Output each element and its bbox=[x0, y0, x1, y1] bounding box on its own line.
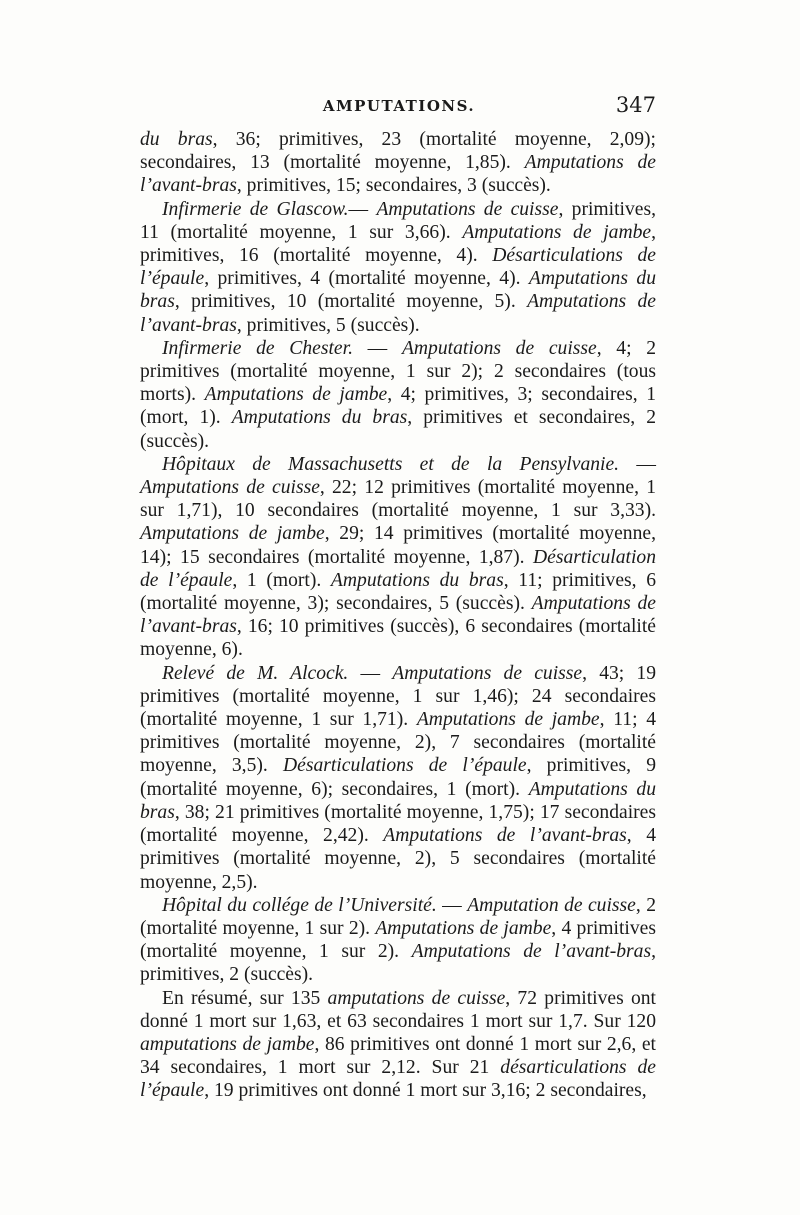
italic-text: Amputations de jambe bbox=[204, 384, 388, 406]
italic-text: Amputations de l’avant-bras bbox=[140, 152, 657, 197]
paragraph bbox=[140, 662, 656, 894]
italic-text: Amputations du bras bbox=[140, 778, 656, 823]
italic-text: Amputations du bras bbox=[140, 268, 656, 313]
text-run: , 86 primitives ont donné 1 mort sur 2,6, et 34 secondaires, 1 mort sur 2,12. Sur 21 bbox=[140, 1033, 656, 1079]
italic-text: Infirmerie de Chester. bbox=[162, 337, 353, 359]
paragraph bbox=[140, 987, 656, 1103]
text-run: , 11; primitives, 6 (mortalité moyenne, 3); secondaires, 5 (succès). bbox=[140, 569, 656, 615]
text-run: — bbox=[352, 337, 402, 359]
italic-text: Amputations de jambe bbox=[462, 221, 652, 243]
italic-text: Amputations de cuisse bbox=[140, 477, 320, 499]
text-run: , primitives, 10 (mortalité moyenne, 5). bbox=[174, 291, 528, 313]
text-run: — bbox=[348, 198, 377, 220]
text-run: , primitives et secondaires, 2 (succès). bbox=[140, 407, 656, 452]
italic-text: Amputations de cuisse bbox=[401, 337, 597, 359]
paragraph bbox=[140, 198, 656, 337]
italic-text: amputations de cuisse bbox=[327, 987, 506, 1009]
italic-text: Désarticulations de l’épaule bbox=[282, 755, 527, 777]
paragraph bbox=[140, 894, 656, 987]
italic-text: Désarticulation de l’épaule bbox=[140, 546, 656, 591]
text-run: En résumé, sur 135 bbox=[162, 987, 328, 1009]
italic-text: Amputations de l’avant-bras bbox=[140, 291, 656, 336]
page-header bbox=[140, 93, 658, 127]
text-run: , 4 primitives (mortalité moyenne, 2), 5 secondaires (mortalité moyenne, 2,5). bbox=[140, 825, 657, 893]
text-run: , 22; 12 primitives (mortalité moyenne, 1 sur 1,71), 10 secondaires (mortalité moyenne, 1 sur 3,33). bbox=[140, 477, 656, 522]
italic-text: Désarticulations de l’épaule bbox=[140, 245, 657, 290]
italic-text: Amputations de jambe bbox=[416, 709, 600, 731]
italic-text: Amputations de l’avant-bras bbox=[383, 825, 627, 847]
text-run: , primitives, 4 (mortalité moyenne, 4). bbox=[204, 268, 529, 290]
italic-text: Amputations du bras bbox=[330, 569, 504, 591]
text-run: , primitives, 5 (succès). bbox=[236, 314, 420, 336]
text-run: , primitives, 2 (succès). bbox=[140, 941, 657, 986]
text-run: — bbox=[436, 894, 468, 916]
italic-text: Amputations du bras bbox=[231, 407, 408, 429]
text-run: , 16; 10 primitives (succès), 6 secondaires (mortalité moyenne, 6). bbox=[140, 616, 656, 661]
text-run: , 11; 4 primitives (mortalité moyenne, 2), 7 secondaires (mortalité moyenne, 3,5). bbox=[140, 709, 656, 777]
text-run: — bbox=[619, 453, 656, 475]
paragraph bbox=[140, 453, 656, 662]
text-run: , primitives, 9 (mortalité moyenne, 6); secondaires, 1 (mort). bbox=[140, 755, 656, 800]
italic-text: Amputation de cuisse bbox=[467, 894, 636, 916]
page-number: 347 bbox=[615, 93, 656, 117]
text-run: , 4; primitives, 3; secondaires, 1 (mort, 1). bbox=[140, 384, 656, 429]
paragraph bbox=[140, 128, 656, 198]
italic-text: Amputations de l’avant-bras bbox=[411, 941, 652, 963]
text-run: , 43; 19 primitives (mortalité moyenne, 1 sur 1,46); 24 secondaires (mortalité moyenne, 1 sur 1,71). bbox=[140, 662, 657, 731]
text-run: , primitives, 11 (mortalité moyenne, 1 sur 3,66). bbox=[140, 198, 656, 243]
italic-text: Hôpital du collége de l’Université. bbox=[162, 894, 437, 916]
text-run: , primitives, 16 (mortalité moyenne, 4). bbox=[140, 221, 656, 267]
italic-text: Amputations de l’avant-bras bbox=[140, 593, 656, 638]
text-run: , primitives, 15; secondaires, 3 (succès). bbox=[236, 175, 551, 197]
text-run: , 1 (mort). bbox=[232, 569, 331, 591]
italic-text: Relevé de M. Alcock. bbox=[162, 662, 349, 684]
text-run: , 4 primitives (mortalité moyenne, 1 sur 2). bbox=[140, 917, 656, 963]
body-text bbox=[140, 128, 656, 1103]
text-run: , 29; 14 primitives (mortalité moyenne, 14); 15 secondaires (mortalité moyenne, 1,87). bbox=[140, 523, 656, 568]
text-run: — bbox=[348, 662, 393, 684]
italic-text: du bras bbox=[140, 129, 213, 150]
text-run: , 72 primitives ont donné 1 mort sur 1,63, et 63 secondaires 1 mort sur 1,7. Sur 120 bbox=[140, 987, 656, 1032]
text-run: , 19 primitives ont donné 1 mort sur 3,16; 2 secondaires, bbox=[204, 1080, 647, 1102]
text-run: , 2 (mortalité moyenne, 1 sur 2). bbox=[140, 894, 656, 939]
italic-text: amputations de jambe bbox=[140, 1033, 315, 1055]
italic-text: Infirmerie de Glascow. bbox=[162, 198, 349, 220]
italic-text: désarticulations de l’épaule bbox=[140, 1057, 656, 1102]
paragraph bbox=[140, 337, 656, 453]
text-run: , 4; 2 primitives (mortalité moyenne, 1 sur 2); 2 secondaires (tous morts). bbox=[140, 337, 657, 406]
italic-text: Amputations de cuisse bbox=[376, 198, 559, 220]
italic-text: Amputations de jambe bbox=[140, 523, 325, 545]
italic-text: Hôpitaux de Massachusetts et de la Pensylvanie. bbox=[162, 453, 620, 475]
italic-text: Amputations de jambe bbox=[375, 917, 552, 939]
running-title: AMPUTATIONS. bbox=[322, 97, 476, 115]
italic-text: Amputations de cuisse bbox=[392, 662, 583, 684]
text-run: , 36; primitives, 23 (mortalité moyenne, 2,09); secondaires, 13 (mortalité moyenne, 1,85). bbox=[140, 129, 656, 174]
text-run: , 38; 21 primitives (mortalité moyenne, 1,75); 17 secondaires (mortalité moyenne, 2,42). bbox=[140, 801, 656, 847]
